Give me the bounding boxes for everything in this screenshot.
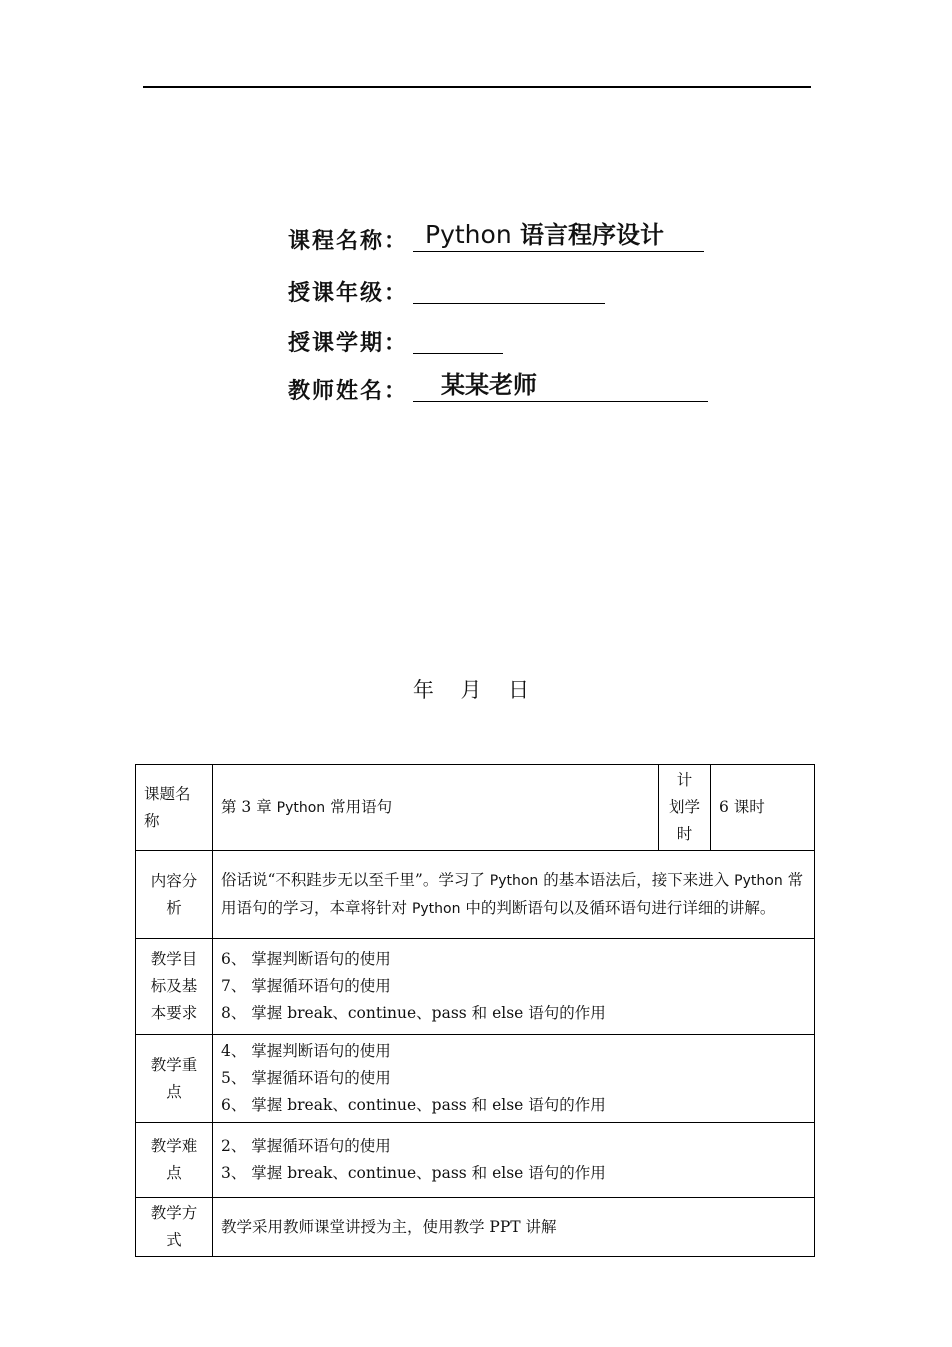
content-analysis-label-cell: 内容分析: [136, 851, 213, 939]
table-row: [136, 1035, 815, 1123]
objectives-label-cell: 教学目标及基本要求: [136, 939, 213, 1035]
list-item: 7、 掌握循环语句的使用: [221, 977, 391, 995]
key-points-label-cell: 教学重点: [136, 1035, 213, 1123]
grade-value: [413, 270, 605, 304]
table-row: [136, 939, 815, 1035]
course-name-value: Python 语言程序设计: [413, 218, 704, 252]
teacher-label: 教师姓名：: [288, 378, 409, 404]
table-row: [136, 851, 815, 939]
lesson-plan-table: [135, 764, 815, 1257]
difficulties-label-cell: 教学难点: [136, 1123, 213, 1198]
list-item: 6、 掌握判断语句的使用: [221, 950, 391, 968]
term-label: 授课学期：: [288, 330, 409, 356]
table-row: [136, 1198, 815, 1257]
list-item: 2、 掌握循环语句的使用: [221, 1137, 391, 1155]
plan-hours-value-cell: 6 课时: [711, 765, 815, 851]
plan-hours-label-cell: 计 划学时: [659, 765, 711, 851]
list-item: 5、 掌握循环语句的使用: [221, 1069, 391, 1087]
teaching-method-text-cell: 教学采用教师课堂讲授为主，使用教学 PPT 讲解: [213, 1198, 815, 1257]
list-item: 8、 掌握 break、continue、pass 和 else 语句的作用: [221, 1004, 606, 1022]
topic-label-cell: 课题名称: [136, 765, 213, 851]
list-item: 3、 掌握 break、continue、pass 和 else 语句的作用: [221, 1164, 606, 1182]
content-analysis-text-cell: 俗话说“不积跬步无以至千里”。学习了 Python 的基本语法后，接下来进入 Python 常用语句的学习，本章将针对 Python 中的判断语句以及循环语句进行详细的讲解。: [213, 851, 815, 939]
header-rule: [143, 86, 811, 88]
term-value: [413, 320, 503, 354]
list-item: 4、 掌握判断语句的使用: [221, 1042, 391, 1060]
teacher-value: 某某老师: [413, 368, 708, 402]
key-points-list-cell: [213, 1035, 815, 1123]
list-item: 6、 掌握 break、continue、pass 和 else 语句的作用: [221, 1096, 606, 1114]
topic-value-cell: 第 3 章 Python 常用语句: [213, 765, 659, 851]
grade-label: 授课年级：: [288, 280, 409, 306]
teaching-method-label-cell: 教学方式: [136, 1198, 213, 1257]
table-row: [136, 1123, 815, 1198]
difficulties-list-cell: [213, 1123, 815, 1198]
table-row: [136, 765, 815, 851]
date-line: 年 月 日: [412, 678, 540, 702]
course-name-label: 课程名称：: [288, 228, 409, 254]
objectives-list-cell: [213, 939, 815, 1035]
